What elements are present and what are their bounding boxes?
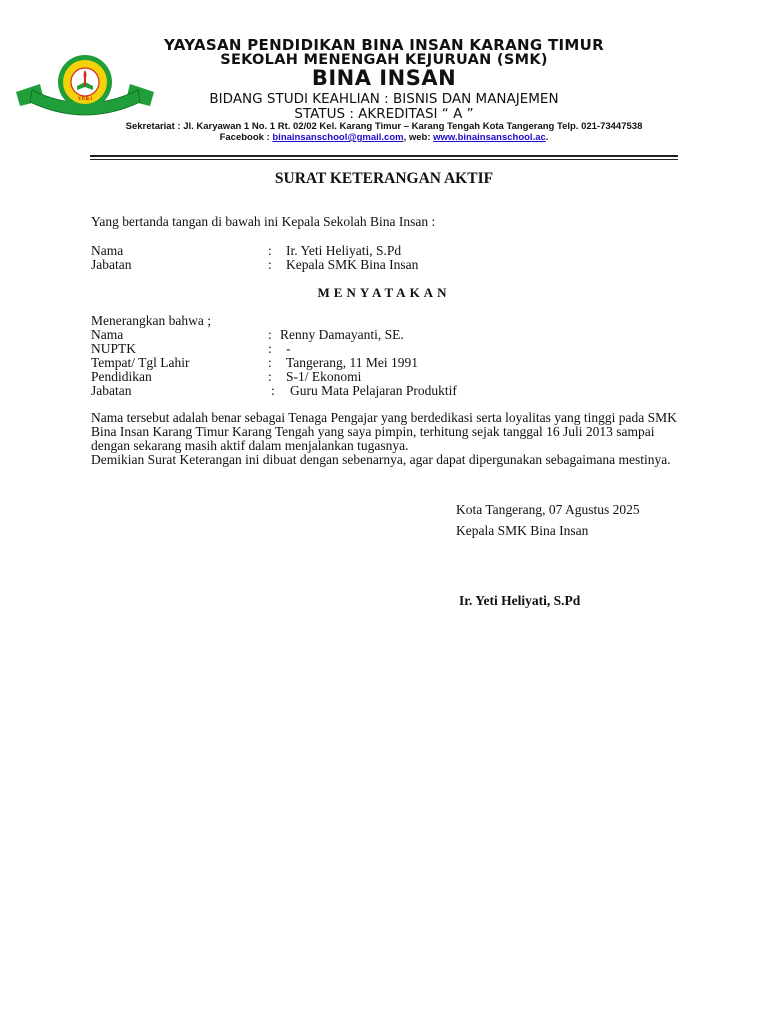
subject-position-value: Guru Mata Pelajaran Produktif xyxy=(290,383,457,398)
web-label: , web: xyxy=(403,132,434,143)
signer-position-label: Jabatan xyxy=(91,257,132,272)
signer-signature-name: Ir. Yeti Heliyati, S.Pd xyxy=(459,593,581,608)
signer-name-colon: : xyxy=(268,243,272,258)
svg-text:Y.P.B.I: Y.P.B.I xyxy=(77,96,93,101)
intro-text: Yang bertanda tangan di bawah ini Kepala Sekolah Bina Insan : xyxy=(91,214,436,229)
subject-position-colon: : xyxy=(271,383,275,398)
declares-text: Menerangkan bahwa ; xyxy=(91,313,211,328)
subject-position-label: Jabatan xyxy=(91,383,132,398)
subject-nuptk-value: - xyxy=(286,341,291,356)
contact-line xyxy=(0,132,768,143)
subject-education-colon: : xyxy=(268,369,272,384)
signer-name-value: Ir. Yeti Heliyati, S.Pd xyxy=(286,243,402,258)
subject-name-label: Nama xyxy=(91,327,124,342)
subject-name-colon: : xyxy=(268,327,272,342)
field-of-study: BIDANG STUDI KEAHLIAN : BISNIS DAN MANAJEMEN xyxy=(209,91,559,107)
subject-education-value: S-1/ Ekonomi xyxy=(286,369,362,384)
web-suffix: . xyxy=(545,132,549,143)
facebook-label: Facebook : xyxy=(219,132,273,143)
signer-name-label: Nama xyxy=(91,243,124,258)
body-paragraph: Nama tersebut adalah benar sebagai Tenaga Pengajar yang berdedikasi serta loyalitas yang tinggi pada SMK Bina Insan Karang Timur Karang Tengah yang saya pimpin, terhitung sejak tanggal 16 Juli 2013 sampai dengan sekarang masih aktif dalam menjalankan tugasnya. xyxy=(91,410,677,453)
header-divider-thin xyxy=(90,159,678,160)
subject-birth-label: Tempat/ Tgl Lahir xyxy=(91,355,190,370)
subject-nuptk-colon: : xyxy=(268,341,272,356)
signer-position-colon: : xyxy=(268,257,272,272)
place-date: Kota Tangerang, 07 Agustus 2025 xyxy=(456,502,640,517)
foundation-name: YAYASAN PENDIDIKAN BINA INSAN KARANG TIMUR xyxy=(164,36,604,54)
school-type: SEKOLAH MENENGAH KEJURUAN (SMK) xyxy=(220,52,548,68)
subject-education-label: Pendidikan xyxy=(91,369,152,384)
signer-position: Kepala SMK Bina Insan xyxy=(456,523,589,538)
statement-heading: MENYATAKAN xyxy=(317,285,451,300)
document-title: SURAT KETERANGAN AKTIF xyxy=(274,170,494,187)
accreditation-status: STATUS : AKREDITASI “ A ” xyxy=(294,106,474,122)
facebook-email-link[interactable]: binainsanschool@gmail.com xyxy=(272,132,404,143)
subject-birth-value: Tangerang, 11 Mei 1991 xyxy=(286,355,419,370)
header-divider-thick xyxy=(90,155,678,157)
school-name: BINA INSAN xyxy=(311,66,457,90)
subject-name-value: Renny Damayanti, SE. xyxy=(280,327,404,342)
subject-nuptk-label: NUPTK xyxy=(91,341,137,356)
subject-birth-colon: : xyxy=(268,355,272,370)
school-address: Sekretariat : Jl. Karyawan 1 No. 1 Rt. 02/02 Kel. Karang Timur – Karang Tengah Kota Tangerang Telp. 021-73447538 xyxy=(125,121,643,132)
signer-position-value: Kepala SMK Bina Insan xyxy=(286,257,419,272)
closing-paragraph: Demikian Surat Keterangan ini dibuat dengan sebenarnya, agar dapat dipergunakan sebagaimana mestinya. xyxy=(91,452,671,467)
website-link[interactable]: www.binainsanschool.ac xyxy=(433,132,546,143)
